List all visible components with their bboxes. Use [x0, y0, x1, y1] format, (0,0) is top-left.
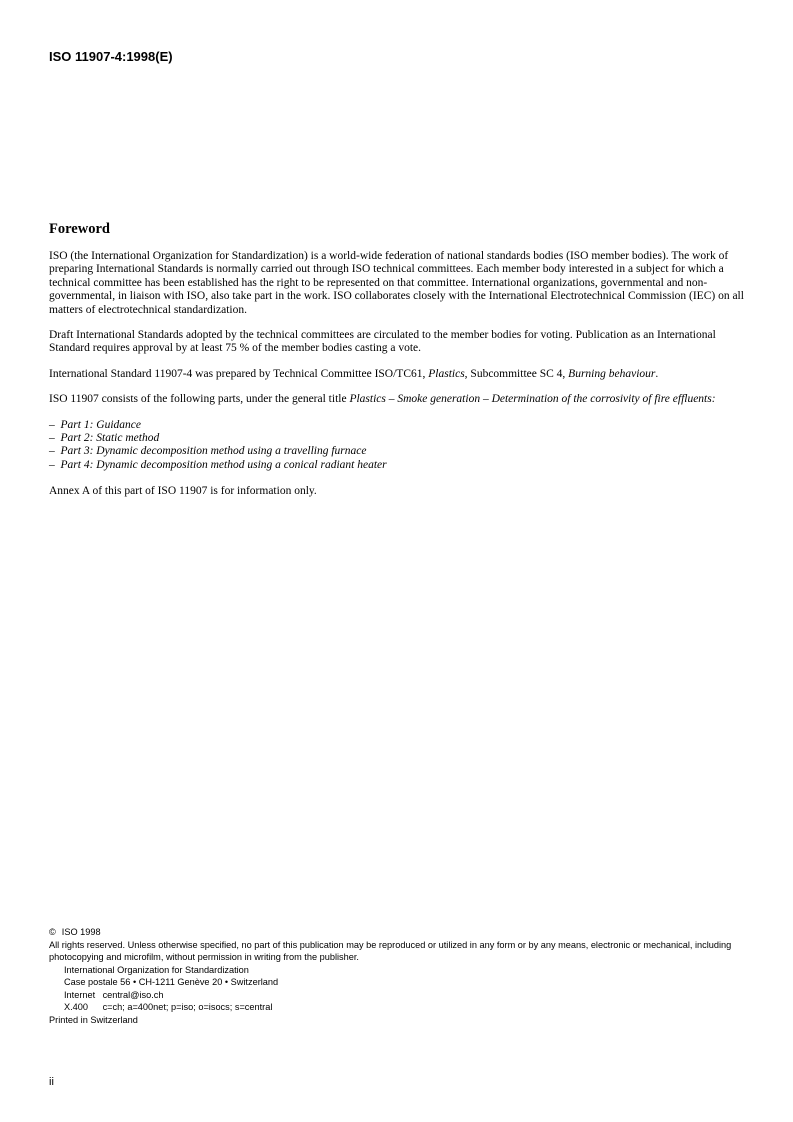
rights-statement: All rights reserved. Unless otherwise specified, no part of this publication may be reproduced or utilized in any form or by any means, electronic or mechanical, including photocopying and microfilm, without permission in writing from the publisher. — [49, 939, 732, 962]
x400-row — [64, 1001, 749, 1014]
copyright-notice — [49, 926, 749, 1026]
foreword-section — [49, 221, 749, 511]
list-item — [49, 445, 749, 458]
internet-email: central@iso.ch — [102, 989, 164, 1000]
list-dash: – — [49, 418, 55, 431]
page-number: ii — [49, 1076, 54, 1088]
part-title: Part 3: Dynamic decomposition method using a travelling furnace — [60, 445, 367, 458]
x400-label: X.400 — [64, 1002, 89, 1012]
section-title: Foreword — [49, 221, 110, 237]
internet-label: Internet — [64, 989, 96, 1000]
part-title: Part 2: Static method — [60, 432, 160, 445]
postal-address: Case postale 56 • CH-1211 Genève 20 • Switzerland — [64, 977, 279, 987]
printed-location: Printed in Switzerland — [49, 1014, 138, 1025]
paragraph-text: , Subcommittee SC 4, — [464, 367, 569, 380]
document-id-header: ISO 11907-4:1998(E) — [49, 49, 173, 64]
foreword-paragraph-1: ISO (the International Organization for Standardization) is a world-wide federation of national standards bodies (ISO member bodies). The work of preparing International Standards is normally carried out through ISO technical committees. Each member body interested in a subject for which a technical committee has been established has the right to be represented on that committee. International organizations, governmental and non-governmental, in liaison with ISO, also take part in the work. ISO collaborates closely with the International Electrotechnical Commission (IEC) on all matters of electrotechnical standardization. — [49, 250, 744, 316]
publisher-address — [64, 964, 749, 1014]
foreword-paragraph-4 — [49, 393, 749, 406]
paragraph-text: International Standard 11907-4 was prepared by Technical Committee ISO/TC61, — [49, 367, 429, 380]
paragraph-text: . — [655, 367, 659, 380]
part-title: Part 4: Dynamic decomposition method using a conical radiant heater — [60, 458, 387, 471]
copyright-icon: © — [49, 927, 56, 937]
x400-address: c=ch; a=400net; p=iso; o=isocs; s=central — [102, 1002, 273, 1012]
copyright-year: ISO 1998 — [61, 927, 101, 937]
foreword-paragraph-5: Annex A of this part of ISO 11907 is for information only. — [49, 485, 317, 498]
committee-name: Plastics — [428, 367, 465, 380]
foreword-paragraph-3 — [49, 368, 749, 381]
list-item — [49, 459, 749, 472]
organization-name: International Organization for Standardization — [64, 964, 249, 975]
foreword-paragraph-2: Draft International Standards adopted by the technical committees are circulated to the member bodies for voting. Publication as an International Standard requires approval by at least 75 % of the member bodies casting a vote. — [49, 329, 716, 355]
internet-row — [64, 989, 749, 1002]
general-title: Plastics – Smoke generation – Determination of the corrosivity of fire effluents: — [349, 393, 716, 406]
list-item — [49, 432, 749, 445]
list-dash: – — [49, 458, 55, 471]
list-item — [49, 419, 749, 432]
parts-list — [49, 419, 749, 473]
subcommittee-name: Burning behaviour — [568, 367, 656, 380]
list-dash: – — [49, 432, 55, 445]
paragraph-text: ISO 11907 consists of the following parts, under the general title — [49, 393, 350, 406]
part-title: Part 1: Guidance — [60, 418, 141, 431]
copyright-year-line — [49, 926, 749, 939]
list-dash: – — [49, 445, 55, 458]
